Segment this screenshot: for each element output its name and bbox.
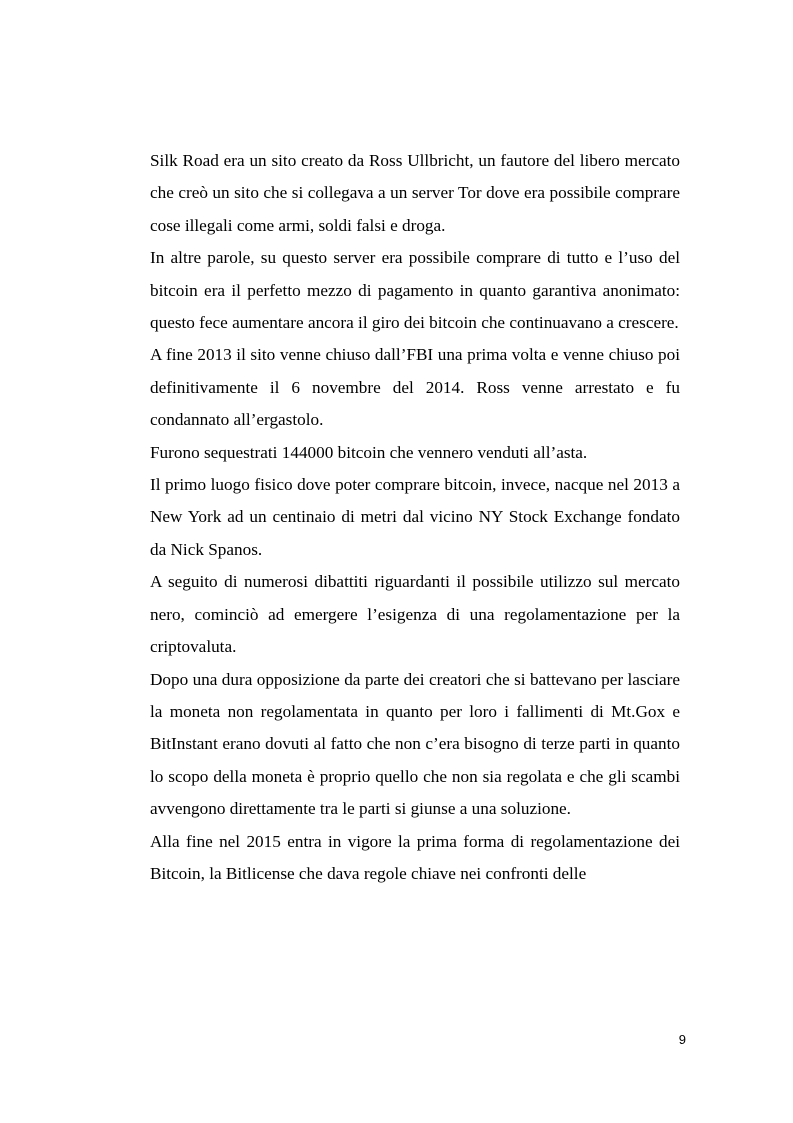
paragraph-regulation-need: A seguito di numerosi dibattiti riguardanti il possibile utilizzo sul mercato nero, cominciò ad emergere l’esigenza di una regolamentazione per la criptovaluta. [150,572,680,657]
paragraph-bitlicense: Alla fine nel 2015 entra in vigore la prima forma di regolamentazione dei Bitcoin, la Bitlicense che dava regole chiave nei confronti delle [150,831,680,883]
paragraph-seized-bitcoin: Furono sequestrati 144000 bitcoin che vennero venduti all’asta. [150,442,588,462]
page-number: 9 [678,1032,686,1047]
paragraph-fbi-closure: A fine 2013 il sito venne chiuso dall’FBI una prima volta e venne chiuso poi definitivamente il 6 novembre del 2014. Ross venne arrestato e fu condannato all’ergastolo. [150,345,680,430]
body-text [150,145,680,890]
paragraph-bitcoin-payment: In altre parole, su questo server era possibile comprare di tutto e l’uso del bitcoin era il perfetto mezzo di pagamento in quanto garantiva anonimato: questo fece aumentare ancora il giro dei bitcoin che continuavano a crescere. [150,248,680,333]
paragraph-first-physical-location: Il primo luogo fisico dove poter comprare bitcoin, invece, nacque nel 2013 a New York ad un centinaio di metri dal vicino NY Stock Exchange fondato da Nick Spanos. [150,475,680,559]
paragraph-silk-road: Silk Road era un sito creato da Ross Ullbricht, un fautore del libero mercato che creò un sito che si collegava a un server Tor dove era possibile comprare cose illegali come armi, soldi falsi e droga. [150,151,680,235]
paragraph-creators-opposition: Dopo una dura opposizione da parte dei creatori che si battevano per lasciare la moneta non regolamentata in quanto per loro i fallimenti di Mt.Gox e BitInstant erano dovuti al fatto che non c’era bisogno di terze parti in quanto lo scopo della moneta è proprio quello che non sia regolata e che gli scambi avvengono direttamente tra le parti si giunse a una soluzione. [150,669,680,819]
